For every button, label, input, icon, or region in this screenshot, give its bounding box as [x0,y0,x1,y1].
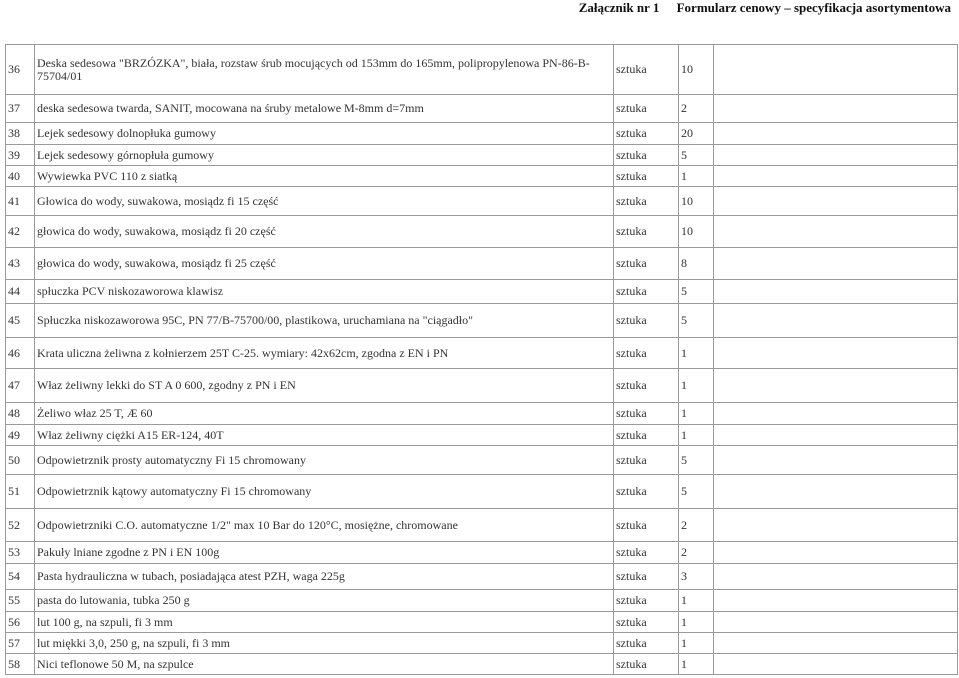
row-number: 54 [6,564,35,590]
unit-cell: sztuka [614,612,679,633]
unit-cell: sztuka [614,590,679,612]
quantity-cell: 5 [679,475,714,509]
item-description: głowica do wody, suwakowa, mosiądz fi 20 część [35,216,614,248]
unit-cell: sztuka [614,123,679,145]
item-description: pasta do lutowania, tubka 250 g [35,590,614,612]
empty-cell [714,542,958,564]
row-number: 50 [6,446,35,475]
table-row [6,369,958,403]
empty-cell [714,95,958,123]
unit-cell: sztuka [614,654,679,675]
empty-cell [714,123,958,145]
quantity-cell: 1 [679,612,714,633]
row-number: 45 [6,304,35,338]
unit-cell: sztuka [614,280,679,304]
row-number: 56 [6,612,35,633]
quantity-cell: 1 [679,166,714,187]
quantity-cell: 20 [679,123,714,145]
item-description: Deska sedesowa "BRZÓZKA", biała, rozstaw śrub mocujących od 153mm do 165mm, polipropylenowa PN-86-B-75704/01 [35,45,614,95]
quantity-cell: 3 [679,564,714,590]
row-number: 36 [6,45,35,95]
empty-cell [714,45,958,95]
row-number: 55 [6,590,35,612]
unit-cell: sztuka [614,633,679,654]
item-description: Lejek sedesowy górnopłuła gumowy [35,145,614,166]
unit-cell: sztuka [614,369,679,403]
row-number: 58 [6,654,35,675]
quantity-cell: 10 [679,45,714,95]
table-row [6,612,958,633]
row-number: 48 [6,403,35,425]
quantity-cell: 8 [679,248,714,280]
empty-cell [714,166,958,187]
row-number: 53 [6,542,35,564]
table-row [6,248,958,280]
unit-cell: sztuka [614,187,679,216]
item-description: lut miękki 3,0, 250 g, na szpuli, fi 3 mm [35,633,614,654]
unit-cell: sztuka [614,425,679,446]
quantity-cell: 5 [679,304,714,338]
unit-cell: sztuka [614,95,679,123]
empty-cell [714,654,958,675]
unit-cell: sztuka [614,475,679,509]
quantity-cell: 2 [679,509,714,542]
empty-cell [714,280,958,304]
empty-cell [714,446,958,475]
empty-cell [714,633,958,654]
unit-cell: sztuka [614,45,679,95]
quantity-cell: 1 [679,633,714,654]
table-row [6,166,958,187]
quantity-cell: 5 [679,145,714,166]
table-row [6,564,958,590]
annex-label: Załącznik nr 1 [578,0,660,15]
table-row [6,403,958,425]
item-description: Krata uliczna żeliwna z kołnierzem 25T C-25. wymiary: 42x62cm, zgodna z EN i PN [35,338,614,369]
empty-cell [714,475,958,509]
row-number: 42 [6,216,35,248]
table-row [6,633,958,654]
table-row [6,280,958,304]
item-description: Nici teflonowe 50 M, na szpulce [35,654,614,675]
table-row [6,123,958,145]
unit-cell: sztuka [614,304,679,338]
unit-cell: sztuka [614,145,679,166]
empty-cell [714,248,958,280]
row-number: 51 [6,475,35,509]
item-description: Lejek sedesowy dolnopłuka gumowy [35,123,614,145]
quantity-cell: 2 [679,95,714,123]
table-row [6,654,958,675]
table-row [6,304,958,338]
empty-cell [714,590,958,612]
item-description: Żeliwo właz 25 T, Æ 60 [35,403,614,425]
table-row [6,338,958,369]
table-row [6,216,958,248]
item-description: spłuczka PCV niskozaworowa klawisz [35,280,614,304]
item-description: Wywiewka PVC 110 z siatką [35,166,614,187]
quantity-cell: 5 [679,280,714,304]
page-header [579,0,951,14]
item-description: Spłuczka niskozaworowa 95C, PN 77/B-75700/00, plastikowa, uruchamiana na "ciągadło" [35,304,614,338]
unit-cell: sztuka [614,166,679,187]
quantity-cell: 1 [679,654,714,675]
quantity-cell: 1 [679,369,714,403]
table-row [6,475,958,509]
unit-cell: sztuka [614,338,679,369]
row-number: 44 [6,280,35,304]
empty-cell [714,338,958,369]
empty-cell [714,612,958,633]
row-number: 38 [6,123,35,145]
table-row [6,95,958,123]
unit-cell: sztuka [614,564,679,590]
empty-cell [714,216,958,248]
row-number: 49 [6,425,35,446]
item-description: Odpowietrzniki C.O. automatyczne 1/2" max 10 Bar do 120°C, mosiężne, chromowane [35,509,614,542]
unit-cell: sztuka [614,403,679,425]
table-row [6,145,958,166]
quantity-cell: 1 [679,403,714,425]
item-description: deska sedesowa twarda, SANIT, mocowana na śruby metalowe M-8mm d=7mm [35,95,614,123]
row-number: 41 [6,187,35,216]
unit-cell: sztuka [614,248,679,280]
table-row [6,45,958,95]
item-description: Odpowietrznik prosty automatyczny Fi 15 chromowany [35,446,614,475]
empty-cell [714,187,958,216]
table-row [6,425,958,446]
item-description: Pakuły lniane zgodne z PN i EN 100g [35,542,614,564]
unit-cell: sztuka [614,542,679,564]
table-row [6,590,958,612]
empty-cell [714,425,958,446]
row-number: 52 [6,509,35,542]
empty-cell [714,369,958,403]
quantity-cell: 1 [679,590,714,612]
empty-cell [714,403,958,425]
quantity-cell: 2 [679,542,714,564]
item-description: lut 100 g, na szpuli, fi 3 mm [35,612,614,633]
quantity-cell: 10 [679,187,714,216]
item-description: Właz żeliwny ciężki A15 ER-124, 40T [35,425,614,446]
quantity-cell: 10 [679,216,714,248]
quantity-cell: 1 [679,338,714,369]
item-description: Pasta hydrauliczna w tubach, posiadająca atest PZH, waga 225g [35,564,614,590]
table-row [6,446,958,475]
row-number: 40 [6,166,35,187]
empty-cell [714,509,958,542]
unit-cell: sztuka [614,216,679,248]
row-number: 57 [6,633,35,654]
item-description: Odpowietrznik kątowy automatyczny Fi 15 chromowany [35,475,614,509]
quantity-cell: 5 [679,446,714,475]
price-specification-table [5,44,958,675]
table-row [6,542,958,564]
row-number: 47 [6,369,35,403]
unit-cell: sztuka [614,446,679,475]
row-number: 39 [6,145,35,166]
item-description: Właz żeliwny lekki do ST A 0 600, zgodny z PN i EN [35,369,614,403]
row-number: 43 [6,248,35,280]
empty-cell [714,145,958,166]
document-title: Formularz cenowy – specyfikacja asortymentowa [676,0,951,15]
empty-cell [714,304,958,338]
empty-cell [714,564,958,590]
row-number: 46 [6,338,35,369]
table-body [6,45,958,675]
unit-cell: sztuka [614,509,679,542]
item-description: Głowica do wody, suwakowa, mosiądz fi 15 część [35,187,614,216]
quantity-cell: 1 [679,425,714,446]
item-description: głowica do wody, suwakowa, mosiądz fi 25 część [35,248,614,280]
table-row [6,187,958,216]
table-row [6,509,958,542]
row-number: 37 [6,95,35,123]
